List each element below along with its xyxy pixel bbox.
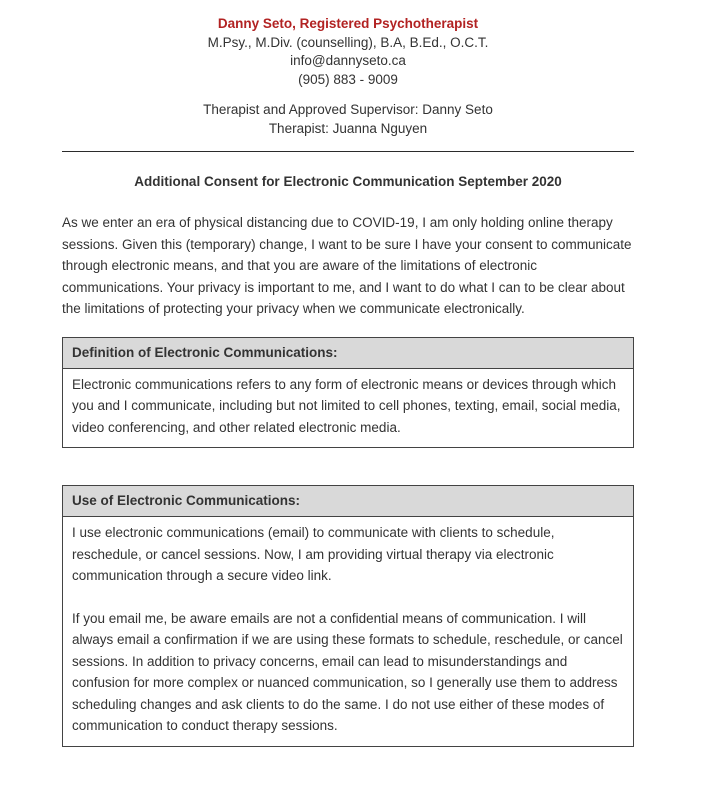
letterhead: [62, 15, 634, 89]
credentials-line: M.Psy., M.Div. (counselling), B.A, B.Ed., O.C.T.: [207, 34, 489, 50]
use-section-body: [63, 517, 633, 746]
email-line: info@dannyseto.ca: [290, 53, 406, 68]
therapist-line: Therapist: Juanna Nguyen: [268, 120, 428, 136]
intro-paragraph: As we enter an era of physical distancing due to COVID-19, I am only holding online therapy sessions. Given this (temporary) change, I want to be sure I have your consent to communicate through electronic means, and that you are aware of the limitations of electronic communications. Your privacy is important to me, and I want to do what I can to be clear about the limitations of protecting your privacy when we communicate electronically.: [62, 215, 632, 316]
use-paragraph-2: If you email me, be aware emails are not a confidential means of communication. I will always email a confirmation if we are using these formats to schedule, reschedule, or cancel sessions. In addition to privacy concerns, email can lead to misunderstandings and confusion for more complex or nuanced communication, so I generally use them to address scheduling changes and ask clients to do the same. I do not use either of these modes of communication to conduct therapy sessions.: [72, 610, 623, 733]
staff-block: [62, 101, 634, 138]
horizontal-divider: [62, 151, 634, 152]
definition-section-body: [63, 369, 633, 448]
definition-section-heading: Definition of Electronic Communications:: [63, 338, 633, 369]
phone-line: (905) 883 - 9009: [298, 71, 398, 87]
definition-paragraph: Electronic communications refers to any form of electronic means or devices through which you and I communicate, including but not limited to cell phones, texting, email, social media, video conferencing, and other related electronic media.: [72, 376, 621, 435]
practice-name: Danny Seto, Registered Psychotherapist: [217, 16, 479, 31]
use-section-heading: Use of Electronic Communications:: [63, 486, 633, 517]
definition-section: [62, 337, 634, 449]
use-section: [62, 485, 634, 747]
supervisor-line: Therapist and Approved Supervisor: Danny Seto: [203, 102, 493, 117]
document-title: Additional Consent for Electronic Communication September 2020: [134, 174, 562, 189]
use-paragraph-1: I use electronic communications (email) to communicate with clients to schedule, reschedule, or cancel sessions. Now, I am providing virtual therapy via electronic communication through a secure video link.: [72, 525, 555, 583]
